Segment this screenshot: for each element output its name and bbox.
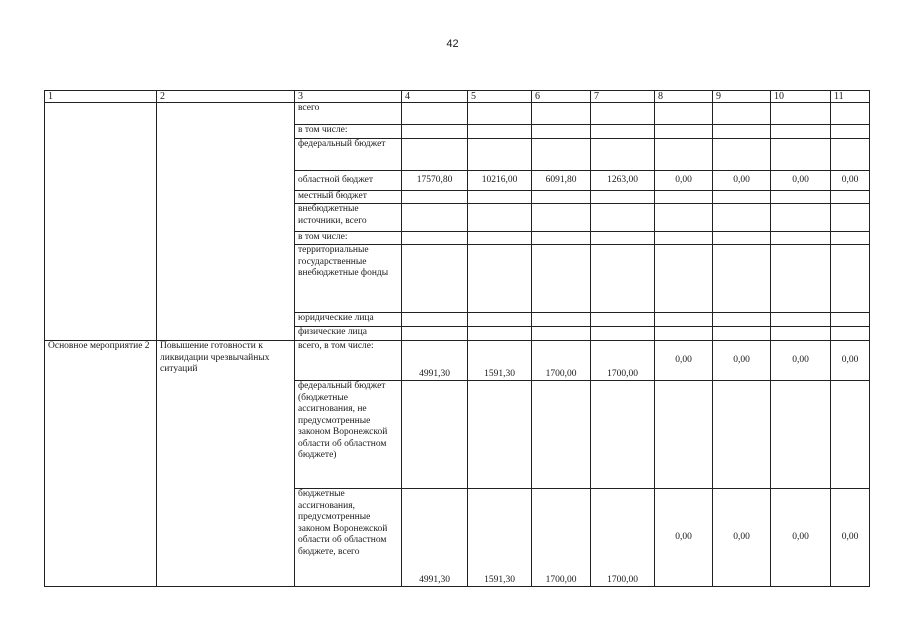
value-cell <box>831 245 870 313</box>
source-label: в том числе: <box>295 125 402 139</box>
value-cell <box>468 232 532 245</box>
value-cell: 0,00 <box>831 489 870 587</box>
value-cell: 0,00 <box>713 341 771 381</box>
value-cell <box>402 327 468 341</box>
value-cell <box>713 191 771 204</box>
value-cell: 6091,80 <box>532 171 591 191</box>
value-cell <box>532 125 591 139</box>
value-cell: 17570,80 <box>402 171 468 191</box>
value-cell <box>831 204 870 232</box>
value-cell <box>591 245 655 313</box>
table-row <box>45 103 870 125</box>
value-cell <box>402 313 468 327</box>
value-cell <box>532 204 591 232</box>
value-cell <box>402 232 468 245</box>
value-cell <box>655 232 713 245</box>
value-cell <box>771 381 831 489</box>
budget-table <box>44 90 870 587</box>
value-cell <box>468 103 532 125</box>
value-cell <box>468 245 532 313</box>
source-label: федеральный бюджет <box>295 139 402 171</box>
value-cell <box>402 191 468 204</box>
value-cell <box>713 232 771 245</box>
source-label: внебюджетные источники, всего <box>295 204 402 232</box>
header-cell: 7 <box>591 91 655 103</box>
source-label: местный бюджет <box>295 191 402 204</box>
source-label: бюджетные ассигнования, предусмотренные законом Воронежской области об областном бюджете, всего <box>295 489 402 587</box>
page-number: 42 <box>446 38 459 50</box>
table-row <box>45 341 870 381</box>
value-cell <box>655 204 713 232</box>
value-cell: 4991,30 <box>402 489 468 587</box>
value-cell <box>532 103 591 125</box>
value-cell: 0,00 <box>831 341 870 381</box>
value-cell <box>591 191 655 204</box>
value-cell: 1591,30 <box>468 489 532 587</box>
header-cell: 5 <box>468 91 532 103</box>
value-cell <box>591 204 655 232</box>
value-cell <box>655 313 713 327</box>
value-cell: 0,00 <box>771 341 831 381</box>
value-cell: 10216,00 <box>468 171 532 191</box>
value-cell <box>591 139 655 171</box>
value-cell <box>655 245 713 313</box>
value-cell <box>468 139 532 171</box>
source-label: областной бюджет <box>295 171 402 191</box>
value-cell <box>713 245 771 313</box>
value-cell <box>468 125 532 139</box>
value-cell <box>532 327 591 341</box>
value-cell: 0,00 <box>713 489 771 587</box>
value-cell <box>831 103 870 125</box>
value-cell: 0,00 <box>771 171 831 191</box>
value-cell <box>771 125 831 139</box>
source-label: юридические лица <box>295 313 402 327</box>
value-cell <box>713 139 771 171</box>
value-cell <box>831 191 870 204</box>
value-cell <box>771 191 831 204</box>
value-cell <box>402 381 468 489</box>
value-cell <box>713 313 771 327</box>
source-label: федеральный бюджет (бюджетные ассигнования, не предусмотренные законом Воронежской области об областном бюджете) <box>295 381 402 489</box>
value-cell <box>713 103 771 125</box>
value-cell <box>468 313 532 327</box>
value-cell: 0,00 <box>655 171 713 191</box>
value-cell <box>591 381 655 489</box>
value-cell: 0,00 <box>655 489 713 587</box>
value-cell <box>713 204 771 232</box>
value-cell <box>713 125 771 139</box>
source-label: всего, в том числе: <box>295 341 402 381</box>
value-cell <box>402 125 468 139</box>
value-cell: 0,00 <box>713 171 771 191</box>
value-cell <box>468 191 532 204</box>
header-cell: 4 <box>402 91 468 103</box>
header-cell: 6 <box>532 91 591 103</box>
value-cell <box>532 139 591 171</box>
source-label: территориальные государственные внебюджетные фонды <box>295 245 402 313</box>
value-cell <box>402 204 468 232</box>
header-cell: 1 <box>45 91 157 103</box>
value-cell: 4991,30 <box>402 341 468 381</box>
value-cell <box>831 381 870 489</box>
value-cell <box>713 327 771 341</box>
value-cell: 0,00 <box>771 489 831 587</box>
value-cell <box>655 327 713 341</box>
value-cell <box>591 232 655 245</box>
status-cell <box>45 103 157 341</box>
value-cell <box>591 103 655 125</box>
value-cell <box>831 327 870 341</box>
value-cell: 1700,00 <box>532 341 591 381</box>
value-cell <box>655 191 713 204</box>
value-cell <box>468 204 532 232</box>
name-cell: Повышение готовности к ликвидации чрезвычайных ситуаций <box>157 341 295 587</box>
value-cell <box>831 232 870 245</box>
source-label: физические лица <box>295 327 402 341</box>
value-cell <box>591 125 655 139</box>
value-cell: 0,00 <box>655 341 713 381</box>
value-cell <box>771 103 831 125</box>
value-cell <box>402 245 468 313</box>
value-cell <box>771 313 831 327</box>
value-cell <box>532 381 591 489</box>
header-cell: 2 <box>157 91 295 103</box>
value-cell <box>771 139 831 171</box>
header-cell: 3 <box>295 91 402 103</box>
value-cell <box>771 245 831 313</box>
value-cell: 1591,30 <box>468 341 532 381</box>
value-cell <box>771 327 831 341</box>
value-cell <box>532 313 591 327</box>
value-cell <box>402 139 468 171</box>
value-cell <box>468 327 532 341</box>
source-label: всего <box>295 103 402 125</box>
header-cell: 9 <box>713 91 771 103</box>
value-cell <box>655 139 713 171</box>
value-cell <box>402 103 468 125</box>
value-cell <box>591 313 655 327</box>
value-cell <box>532 191 591 204</box>
header-row <box>45 91 870 103</box>
value-cell: 1700,00 <box>532 489 591 587</box>
value-cell <box>655 103 713 125</box>
value-cell <box>771 232 831 245</box>
status-cell: Основное мероприятие 2 <box>45 341 157 587</box>
value-cell <box>655 381 713 489</box>
value-cell: 0,00 <box>831 171 870 191</box>
value-cell <box>771 204 831 232</box>
value-cell <box>532 232 591 245</box>
value-cell <box>532 245 591 313</box>
value-cell: 1700,00 <box>591 341 655 381</box>
value-cell <box>655 125 713 139</box>
header-cell: 8 <box>655 91 713 103</box>
source-label: в том числе: <box>295 232 402 245</box>
header-cell: 10 <box>771 91 831 103</box>
header-cell: 11 <box>831 91 870 103</box>
name-cell <box>157 103 295 341</box>
value-cell <box>591 327 655 341</box>
value-cell <box>713 381 771 489</box>
value-cell: 1700,00 <box>591 489 655 587</box>
value-cell <box>831 313 870 327</box>
value-cell <box>831 139 870 171</box>
value-cell <box>468 381 532 489</box>
value-cell: 1263,00 <box>591 171 655 191</box>
value-cell <box>831 125 870 139</box>
